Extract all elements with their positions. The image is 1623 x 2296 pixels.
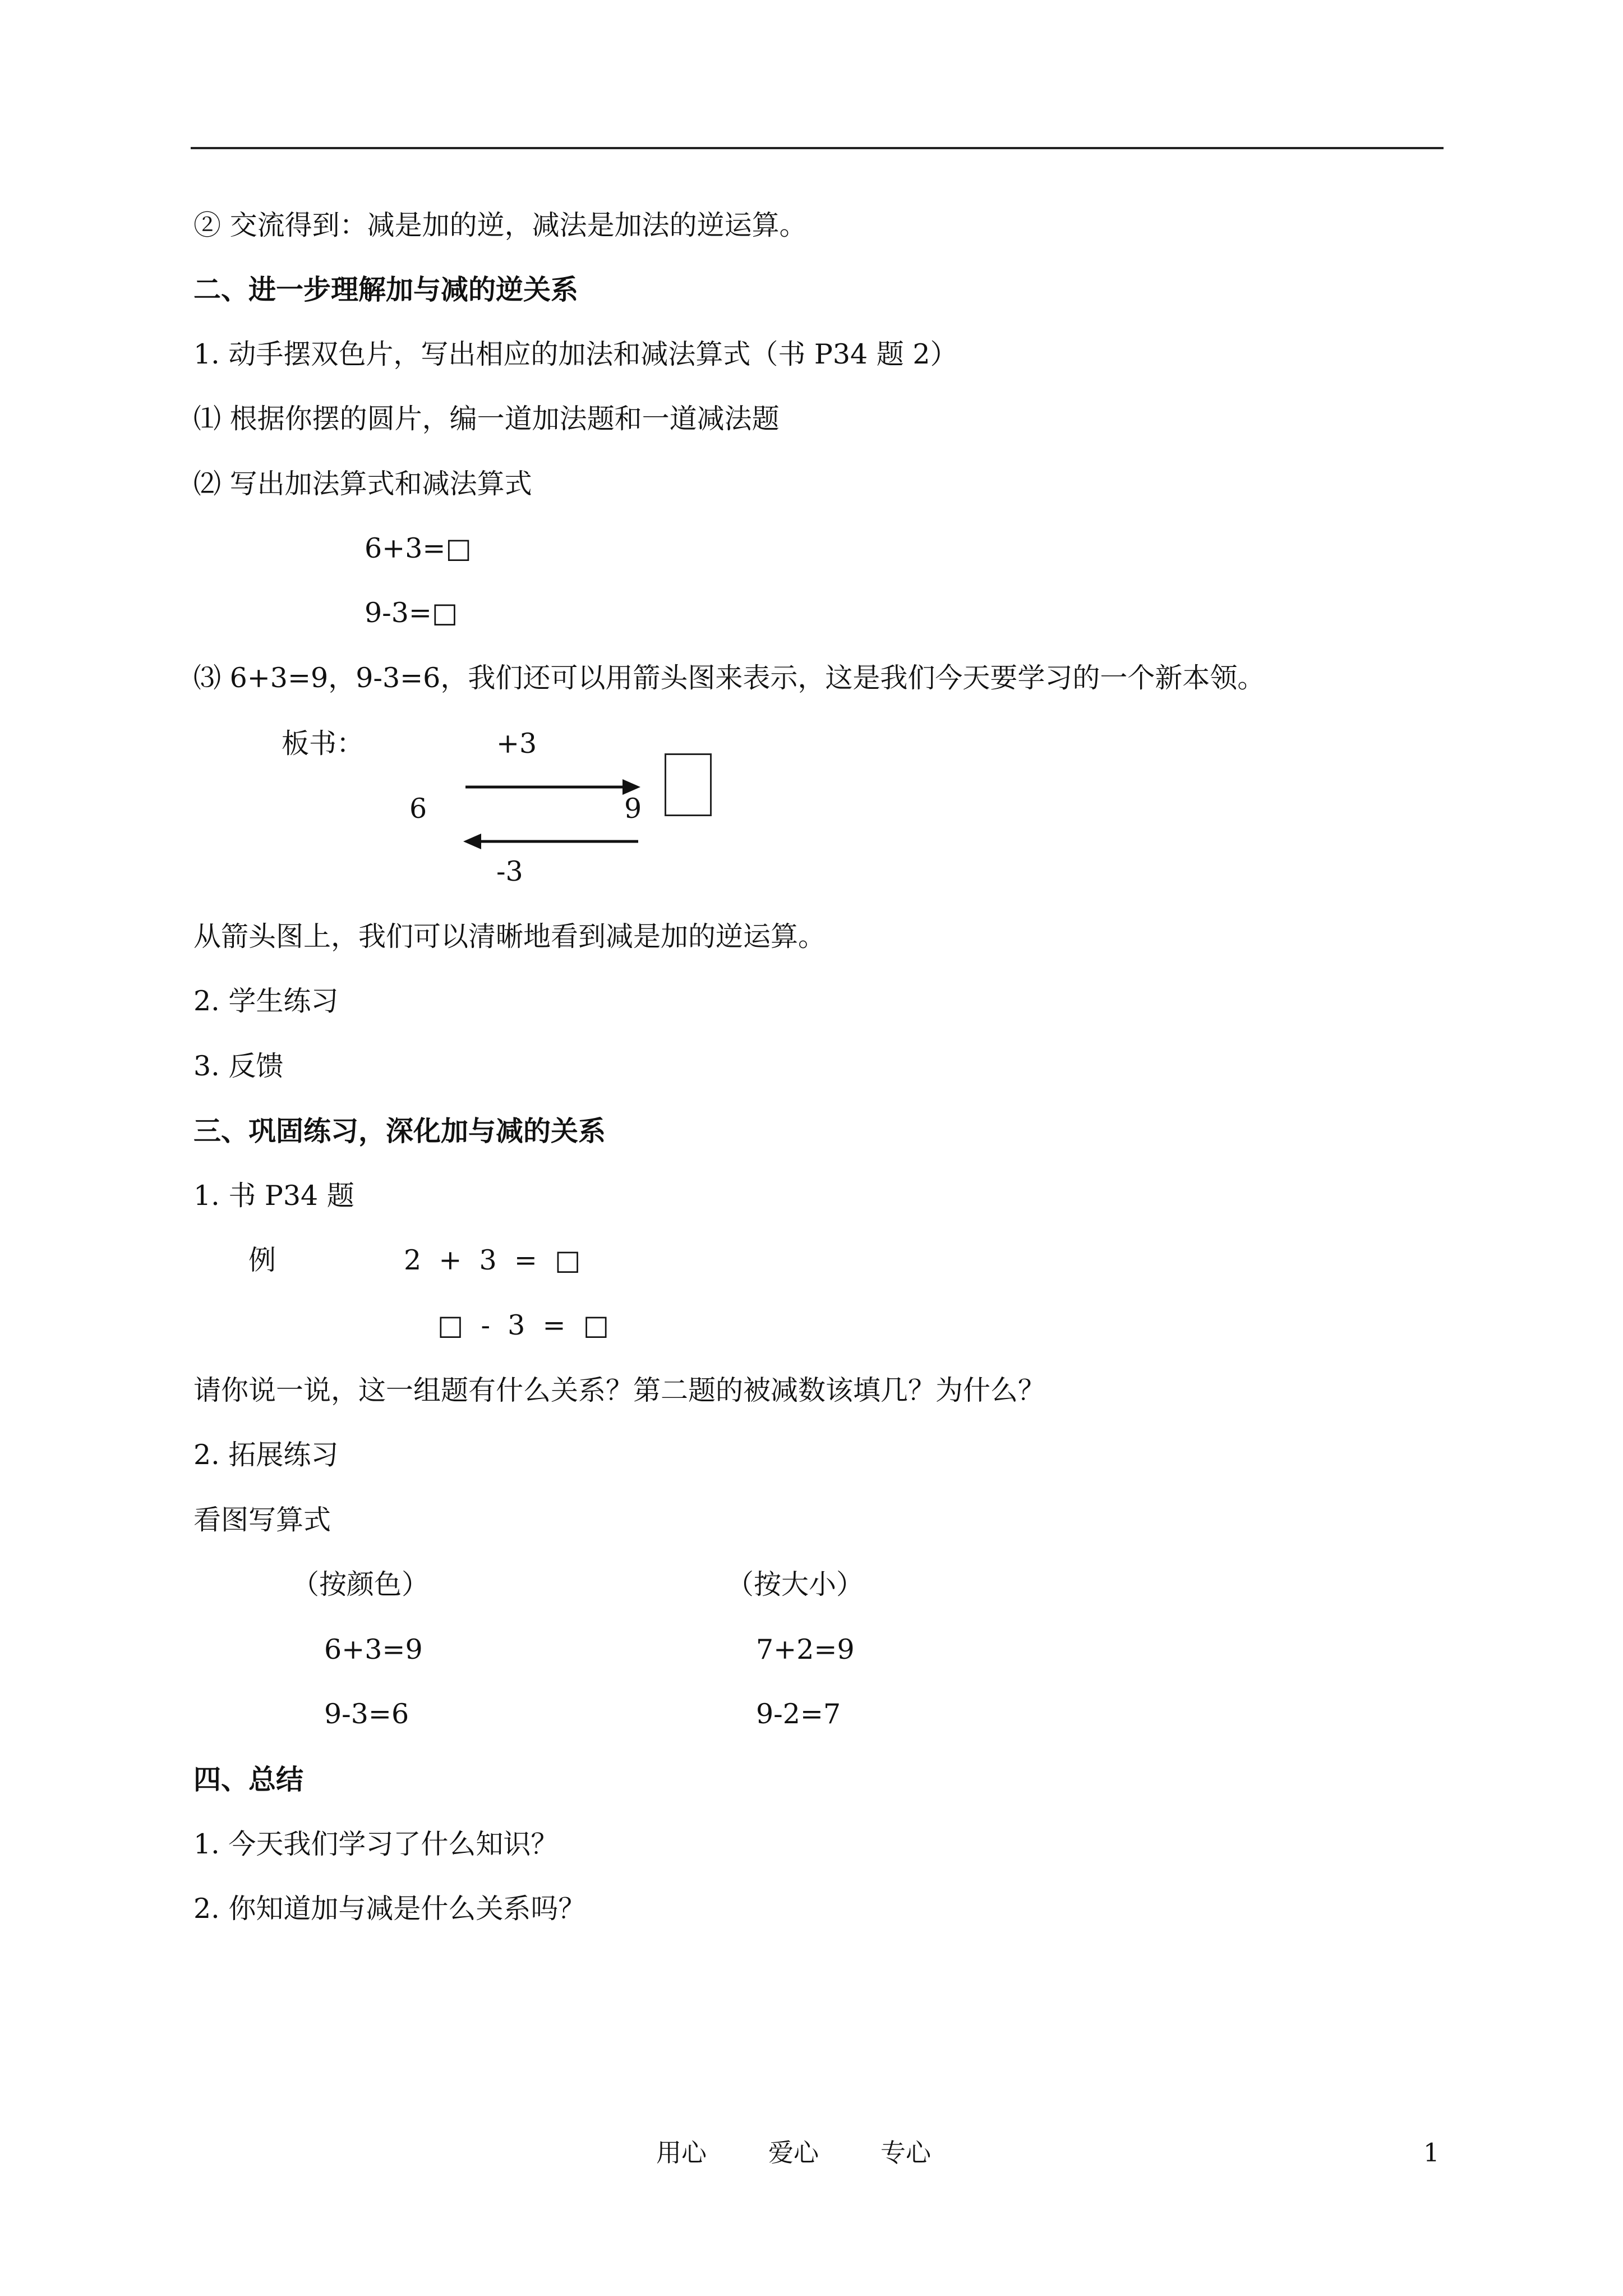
page-number: 1 [1423, 2138, 1440, 2168]
right-number: 9 [624, 793, 642, 825]
text-line: 1. 书 P34 题 [193, 1180, 354, 1212]
equation: 6+3=9 [324, 1634, 423, 1665]
text-line: 请你说一说，这一组题有什么关系？第二题的被减数该填几？为什么？ [193, 1374, 1046, 1406]
example-label: 例 [248, 1244, 276, 1276]
text-line: 1. 今天我们学习了什么知识？ [193, 1828, 559, 1860]
example-equation-1: 2 + 3 = □ [404, 1244, 581, 1276]
text-line: ⑵ 写出加法算式和减法算式 [193, 468, 532, 500]
left-number: 6 [409, 793, 427, 825]
column-header-size: （按大小） [726, 1568, 864, 1600]
text-line: ⑴ 根据你摆的圆片，编一道加法题和一道减法题 [193, 403, 780, 435]
text-line: 看图写算式 [193, 1504, 331, 1536]
section-heading: 二、进一步理解加与减的逆关系 [193, 273, 579, 306]
column-header-color: （按颜色） [292, 1568, 430, 1600]
equation: 7+2=9 [756, 1634, 855, 1665]
example-equation-2: □ - 3 = □ [437, 1309, 609, 1341]
footer-motto: 用心 [656, 2138, 707, 2168]
equation: 9-3=□ [365, 597, 458, 629]
footer-motto: 专心 [880, 2138, 932, 2168]
text-line: 从箭头图上，我们可以清晰地看到减是加的逆运算。 [193, 921, 826, 953]
section-heading: 三、巩固练习，深化加与减的关系 [193, 1115, 606, 1147]
text-line: ② 交流得到：减是加的逆，减法是加法的逆运算。 [193, 209, 807, 241]
text-line: 2. 拓展练习 [193, 1439, 339, 1471]
equation: 9-3=6 [324, 1698, 409, 1730]
backward-arrow-head [463, 834, 481, 849]
text-line: 3. 反馈 [193, 1050, 284, 1082]
forward-arrow-head [623, 779, 640, 795]
text-line: ⑶ 6+3=9，9-3=6，我们还可以用箭头图来表示，这是我们今天要学习的一个新本领。 [193, 662, 1265, 694]
plus-label: +3 [496, 728, 537, 760]
text-line: 1. 动手摆双色片，写出相应的加法和减法算式（书 P34 题 2） [193, 338, 958, 370]
text-line: 2. 学生练习 [193, 985, 339, 1017]
equation: 9-2=7 [756, 1698, 841, 1730]
section-heading: 四、总结 [193, 1763, 304, 1796]
minus-label: -3 [496, 855, 523, 887]
board-label: 板书： [282, 728, 365, 760]
text-line: 2. 你知道加与减是什么关系吗？ [193, 1893, 586, 1925]
equation: 6+3=□ [365, 532, 472, 564]
footer-motto: 爱心 [768, 2138, 819, 2168]
